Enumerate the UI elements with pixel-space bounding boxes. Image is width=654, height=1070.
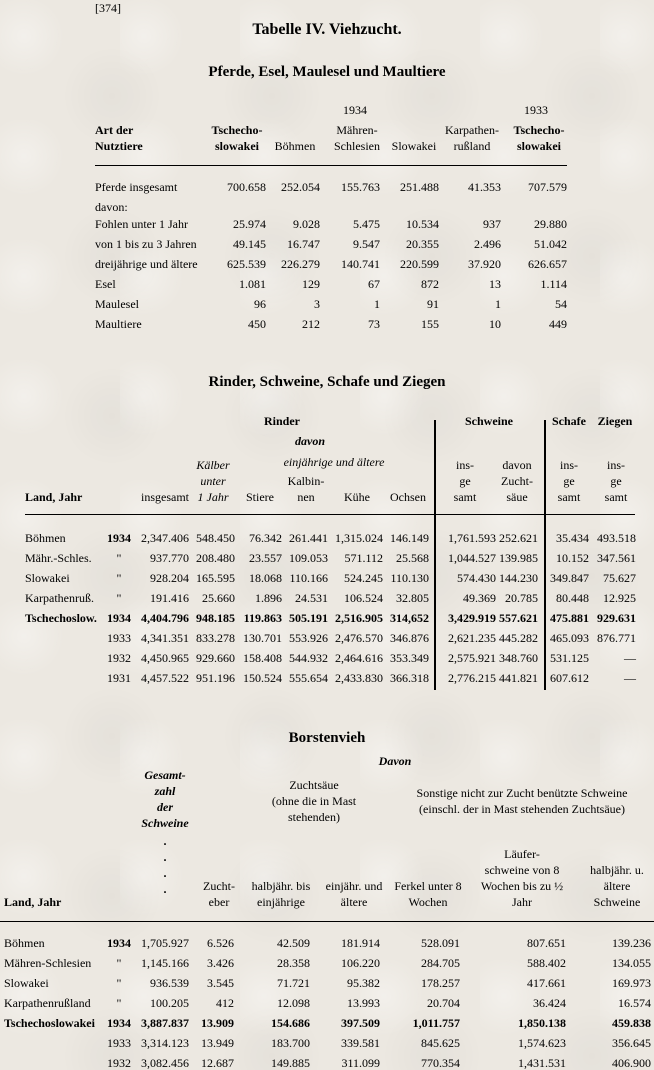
cell: 95.382 (347, 976, 380, 990)
header-halbjaehrige-aeltere: ältere (603, 879, 631, 893)
cell: 251.488 (400, 180, 439, 194)
header-rule (95, 165, 567, 166)
header-kaelber: Kälber (196, 458, 230, 472)
cell: 29.880 (534, 217, 567, 231)
header-zuchtsaeue: (ohne die in Mast (271, 794, 357, 808)
header-einjaehrige: einjähr. und (325, 879, 383, 893)
col-header-art: Art der (95, 123, 134, 137)
header-gesamtzahl: Gesamt- (144, 768, 186, 782)
cell: 607.612 (550, 671, 589, 685)
cell: 872 (421, 277, 439, 291)
row-land: Karpathenruß. (25, 591, 94, 605)
cell: 154.686 (271, 1016, 310, 1030)
cell: 3.545 (207, 976, 234, 990)
cell: 1 (374, 297, 380, 311)
header-zuchtsaeue: davon (502, 458, 532, 472)
row-label: dreijährige und ältere (95, 257, 198, 271)
header-zuchteber: Zucht- (203, 879, 235, 893)
row-land: Böhmen (4, 936, 45, 950)
header-insgesamt: ins- (456, 458, 474, 472)
cell: 130.701 (243, 631, 282, 645)
col-header: Karpathen- (445, 123, 499, 137)
cell: 129 (302, 277, 320, 291)
cell: 4,457.522 (141, 671, 189, 685)
cell: 158.408 (243, 651, 282, 665)
header-land-jahr: Land, Jahr (4, 895, 62, 909)
cell: 1.896 (255, 591, 282, 605)
header-davon: Davon (378, 754, 412, 768)
cell: 25.974 (233, 217, 266, 231)
header-dots: . (163, 834, 167, 848)
header-zuchtsaeue: Zuchtsäue (289, 778, 339, 792)
col-header: Mähren- (336, 123, 378, 137)
header-dots: . (163, 866, 167, 880)
cell: 3,082.456 (141, 1056, 189, 1070)
cell: 449 (549, 317, 567, 331)
cell: 5.475 (353, 217, 380, 231)
col-header-art: Nutztiere (95, 139, 143, 153)
cell: 71.721 (277, 976, 310, 990)
cell: 155 (421, 317, 439, 331)
cell: 139.985 (499, 551, 538, 565)
table3-title: Borstenvieh (288, 730, 366, 746)
cell: 348.760 (499, 651, 538, 665)
cell: 252.054 (281, 180, 320, 194)
cell: 347.561 (597, 551, 636, 565)
cell: 524.245 (344, 571, 383, 585)
cell: 226.279 (281, 257, 320, 271)
header-zuchteber: eber (208, 895, 230, 909)
cell: 1.114 (540, 277, 567, 291)
cell: 553.926 (289, 631, 328, 645)
cell: 353.349 (390, 651, 429, 665)
header-kalbinnen: nen (297, 490, 315, 504)
cell: 3,314.123 (141, 1036, 189, 1050)
cell: 144.230 (499, 571, 538, 585)
cell: 626.657 (528, 257, 567, 271)
row-land: Slowakei (25, 571, 70, 585)
cell: 356.645 (612, 1036, 651, 1050)
table1-title: Pferde, Esel, Maulesel und Maultiere (208, 64, 446, 80)
cell: 465.093 (550, 631, 589, 645)
cell: 876.771 (597, 631, 636, 645)
header-halbjaehrige-aeltere: Schweine (593, 895, 641, 909)
cell: 23.557 (249, 551, 282, 565)
cell: 32.805 (396, 591, 429, 605)
cell: 3 (314, 297, 320, 311)
cell: 450 (248, 317, 266, 331)
cell: 100.205 (150, 996, 189, 1010)
cell: 311.099 (341, 1056, 380, 1070)
cell: 10.152 (556, 551, 589, 565)
row-year: 1933 (107, 631, 131, 645)
row-land: Mähr.-Schles. (25, 551, 92, 565)
header-insgesamt: ge (610, 474, 622, 488)
cell: 6.526 (207, 936, 234, 950)
cell: 155.763 (341, 180, 380, 194)
cell: 528.091 (421, 936, 460, 950)
cell: 2,516.905 (335, 611, 383, 625)
cell: 284.705 (421, 956, 460, 970)
header-schweine: Schweine (465, 414, 513, 428)
cell: 1,145.166 (141, 956, 189, 970)
col-header: Schlesien (334, 139, 380, 153)
header-ziegen: Ziegen (597, 414, 633, 428)
cell: 106.524 (344, 591, 383, 605)
row-year: 1932 (107, 1056, 131, 1070)
header-insgesamt: ge (459, 474, 471, 488)
cell: 106.220 (341, 956, 380, 970)
header-halbjaehrige: einjährige (257, 895, 305, 909)
cell: 700.658 (227, 180, 266, 194)
cell: 13.949 (201, 1036, 234, 1050)
col-header: Slowakei (391, 139, 437, 153)
cell: 183.700 (271, 1036, 310, 1050)
cell: 2,575.921 (448, 651, 496, 665)
cell: 134.055 (612, 956, 651, 970)
cell: 12.925 (603, 591, 636, 605)
row-year: " (116, 976, 122, 990)
cell: 208.480 (196, 551, 235, 565)
header-insgesamt: insgesamt (141, 490, 189, 504)
row-year: " (116, 551, 122, 565)
header-sonstige: (einschl. der in Mast stehenden Zuchtsäue) (419, 802, 625, 816)
cell: 936.539 (150, 976, 189, 990)
cell: 1,431.531 (518, 1056, 566, 1070)
cell: 9.547 (353, 237, 380, 251)
cell: 37.920 (468, 257, 501, 271)
cell: 314,652 (390, 611, 429, 625)
cell: 4,404.796 (141, 611, 189, 625)
header-davon: davon (295, 434, 325, 448)
header-insgesamt: samt (604, 490, 628, 504)
col-header: Böhmen (274, 139, 316, 153)
cell: 548.450 (196, 531, 235, 545)
row-label: davon: (95, 200, 128, 214)
cell: 397.509 (341, 1016, 380, 1030)
header-insgesamt: samt (557, 490, 581, 504)
cell: 1,761.593 (448, 531, 496, 545)
cell: 1.081 (239, 277, 266, 291)
cell: 16.574 (618, 996, 651, 1010)
cell: 178.257 (421, 976, 460, 990)
header-zuchtsaeue: säue (506, 490, 528, 504)
cell: 807.651 (527, 936, 566, 950)
row-land: Böhmen (25, 531, 66, 545)
cell: 937.770 (150, 551, 189, 565)
year-1933: 1933 (524, 103, 548, 117)
col-header: Tschecho- (513, 123, 565, 137)
cell: 544.932 (289, 651, 328, 665)
header-dots: . (163, 882, 167, 896)
cell: 252.621 (499, 531, 538, 545)
row-year: 1931 (107, 671, 131, 685)
header-zuchtsaeue: Zucht- (501, 474, 533, 488)
row-land: Tschechoslow. (25, 611, 97, 625)
cell: 181.914 (341, 936, 380, 950)
year-1934: 1934 (343, 103, 367, 117)
cell: — (624, 671, 636, 685)
cell: 165.595 (196, 571, 235, 585)
cell: — (624, 651, 636, 665)
header-land-jahr: Land, Jahr (25, 490, 83, 504)
cell: 845.625 (421, 1036, 460, 1050)
header-insgesamt: ins- (560, 458, 578, 472)
cell: 531.125 (550, 651, 589, 665)
row-year: 1934 (107, 936, 131, 950)
cell: 212 (302, 317, 320, 331)
cell: 149.885 (271, 1056, 310, 1070)
cell: 505.191 (289, 611, 328, 625)
col-header: rußland (453, 139, 491, 153)
cell: 2,476.570 (335, 631, 383, 645)
header-laeuferschweine: Wochen bis zu ½ (480, 879, 564, 893)
row-label: Pferde insgesamt (95, 180, 178, 194)
cell: 16.747 (287, 237, 320, 251)
header-halbjaehrige-aeltere: halbjähr. u. (590, 863, 644, 877)
table2-title: Rinder, Schweine, Schafe und Ziegen (208, 374, 446, 390)
cell: 1,315.024 (335, 531, 383, 545)
row-year: 1934 (107, 531, 131, 545)
header-insgesamt: samt (453, 490, 477, 504)
cell: 20.355 (406, 237, 439, 251)
header-kalbinnen: Kalbin- (287, 474, 325, 488)
cell: 10 (489, 317, 501, 331)
cell: 3,429.919 (448, 611, 496, 625)
cell: 4,341.351 (141, 631, 189, 645)
row-year: 1932 (107, 651, 131, 665)
header-kaelber: 1 Jahr (197, 490, 229, 504)
cell: 54 (555, 297, 567, 311)
row-label: Maultiere (95, 317, 142, 331)
cell: 76.342 (249, 531, 282, 545)
cell: 2,347.406 (141, 531, 189, 545)
cell: 1,850.138 (518, 1016, 566, 1030)
header-rinder: Rinder (264, 414, 300, 428)
cell: 2,433.830 (335, 671, 383, 685)
row-year: 1934 (107, 1016, 131, 1030)
row-label: Maulesel (95, 297, 139, 311)
cell: 459.838 (612, 1016, 651, 1030)
cell: 24.531 (295, 591, 328, 605)
cell: 96 (254, 297, 266, 311)
row-land: Mähren-Schlesien (4, 956, 92, 970)
row-land: Slowakei (4, 976, 49, 990)
cell: 366.318 (390, 671, 429, 685)
cell: 588.402 (527, 956, 566, 970)
cell: 441.821 (499, 671, 538, 685)
cell: 417.661 (527, 976, 566, 990)
row-label: Esel (95, 277, 116, 291)
header-einjaehrige: einjährige und ältere (283, 455, 385, 469)
cell: 9.028 (293, 217, 320, 231)
header-dots: . (163, 850, 167, 864)
col-header: Tschecho- (211, 123, 263, 137)
cell: 951.196 (196, 671, 235, 685)
header-gesamtzahl: der (157, 800, 173, 814)
cell: 25.660 (202, 591, 235, 605)
cell: 73 (368, 317, 380, 331)
header-laeuferschweine: schweine von 8 (484, 863, 560, 877)
cell: 139.236 (612, 936, 651, 950)
header-einjaehrige: ältere (340, 895, 368, 909)
cell: 13 (489, 277, 501, 291)
cell: 18.068 (249, 571, 282, 585)
cell: 13.909 (201, 1016, 234, 1030)
cell: 191.416 (150, 591, 189, 605)
cell: 91 (427, 297, 439, 311)
row-land: Karpathenrußland (4, 996, 91, 1010)
col-header: slowakei (214, 139, 259, 153)
header-gesamtzahl: Schweine (141, 816, 189, 830)
cell: 12.098 (277, 996, 310, 1010)
header-insgesamt: ge (563, 474, 575, 488)
cell: 42.509 (277, 936, 310, 950)
row-year: 1934 (107, 611, 131, 625)
header-gesamtzahl: zahl (154, 784, 176, 798)
row-year: 1933 (107, 1036, 131, 1050)
cell: 412 (216, 996, 234, 1010)
cell: 445.282 (499, 631, 538, 645)
cell: 220.599 (400, 257, 439, 271)
cell: 339.581 (341, 1036, 380, 1050)
cell: 2,776.215 (448, 671, 496, 685)
header-kaelber: unter (200, 474, 226, 488)
cell: 119.863 (243, 611, 282, 625)
cell: 571.112 (344, 551, 383, 565)
cell: 80.448 (556, 591, 589, 605)
header-insgesamt: ins- (607, 458, 625, 472)
row-year: " (116, 591, 122, 605)
header-ferkel: Wochen (408, 895, 448, 909)
header-sonstige: Sonstige nicht zur Zucht benützte Schweine (416, 786, 628, 800)
row-year: " (116, 996, 122, 1010)
cell: 937 (483, 217, 501, 231)
cell: 150.524 (243, 671, 282, 685)
cell: 13.993 (347, 996, 380, 1010)
header-laeuferschweine: Jahr (512, 895, 532, 909)
row-label: Fohlen unter 1 Jahr (95, 217, 188, 231)
cell: 36.424 (533, 996, 566, 1010)
cell: 12.687 (201, 1056, 234, 1070)
cell: 41.353 (468, 180, 501, 194)
page-title: Tabelle IV. Viehzucht. (252, 21, 402, 38)
cell: 1,044.527 (448, 551, 496, 565)
cell: 1 (495, 297, 501, 311)
cell: 169.973 (612, 976, 651, 990)
cell: 49.145 (233, 237, 266, 251)
cell: 4,450.965 (141, 651, 189, 665)
cell: 349.847 (550, 571, 589, 585)
cell: 140.741 (341, 257, 380, 271)
cell: 261.441 (289, 531, 328, 545)
column-divider (434, 420, 436, 690)
cell: 20.785 (505, 591, 538, 605)
cell: 2.496 (474, 237, 501, 251)
cell: 28.358 (277, 956, 310, 970)
header-halbjaehrige: halbjähr. bis (251, 879, 311, 893)
cell: 929.631 (597, 611, 636, 625)
cell: 51.042 (534, 237, 567, 251)
cell: 770.354 (421, 1056, 460, 1070)
cell: 1,574.623 (518, 1036, 566, 1050)
cell: 625.539 (227, 257, 266, 271)
cell: 833.278 (196, 631, 235, 645)
page-number: [374] (95, 1, 121, 15)
cell: 557.621 (499, 611, 538, 625)
cell: 2,621.235 (448, 631, 496, 645)
row-label: von 1 bis zu 3 Jahren (95, 237, 197, 251)
header-schafe: Schafe (552, 414, 586, 428)
cell: 109.053 (289, 551, 328, 565)
cell: 928.204 (150, 571, 189, 585)
row-year: " (116, 956, 122, 970)
cell: 493.518 (597, 531, 636, 545)
header-stiere: Stiere (246, 490, 274, 504)
cell: 49.369 (463, 591, 496, 605)
cell: 2,464.616 (335, 651, 383, 665)
cell: 110.130 (390, 571, 429, 585)
cell: 3.426 (207, 956, 234, 970)
cell: 406.900 (612, 1056, 651, 1070)
cell: 1,011.757 (412, 1016, 460, 1030)
cell: 75.627 (603, 571, 636, 585)
header-laeuferschweine: Läufer- (504, 847, 540, 861)
row-land: Tschechoslowakei (4, 1016, 95, 1030)
header-rule (0, 921, 654, 922)
cell: 10.534 (406, 217, 439, 231)
cell: 35.434 (556, 531, 589, 545)
cell: 574.430 (457, 571, 496, 585)
cell: 707.579 (528, 180, 567, 194)
cell: 110.166 (289, 571, 328, 585)
cell: 67 (368, 277, 380, 291)
header-ochsen: Ochsen (390, 490, 426, 504)
cell: 25.568 (396, 551, 429, 565)
cell: 1,705.927 (141, 936, 189, 950)
cell: 929.660 (196, 651, 235, 665)
cell: 475.881 (550, 611, 589, 625)
cell: 3,887.837 (141, 1016, 189, 1030)
cell: 346.876 (390, 631, 429, 645)
row-year: " (116, 571, 122, 585)
header-kuehe: Kühe (344, 490, 370, 504)
header-zuchtsaeue: stehenden) (288, 810, 340, 824)
cell: 20.704 (427, 996, 460, 1010)
header-ferkel: Ferkel unter 8 (394, 879, 462, 893)
cell: 948.185 (196, 611, 235, 625)
cell: 146.149 (390, 531, 429, 545)
cell: 555.654 (289, 671, 328, 685)
col-header: slowakei (516, 139, 561, 153)
